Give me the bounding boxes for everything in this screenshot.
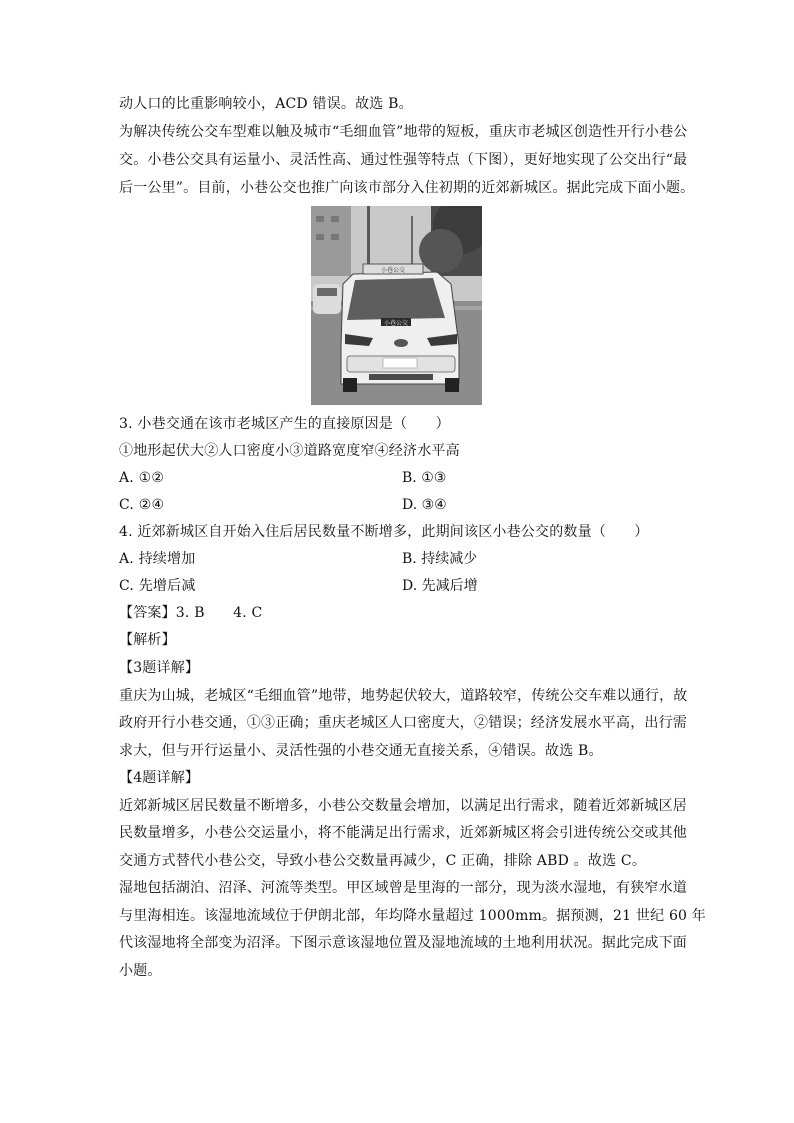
bus-livery-text: 小巷公交 (383, 320, 409, 327)
text-line: 动人口的比重影响较小，ACD 错误。故选 B。 (119, 96, 413, 112)
option-d: D. ③④ (402, 497, 447, 513)
q3-detail-heading: 【3题详解】 (119, 660, 200, 676)
option-a: A. ①② (119, 470, 165, 486)
text-line: 重庆为山城，老城区“毛细血管”地带，地势起伏较大，道路较窄，传统公交车难以通行，故 (119, 688, 688, 704)
question-3-statements: ①地形起伏大②人口密度小③道路宽度窄④经济水平高 (119, 443, 460, 459)
text-line: 后一公里”。目前，小巷公交也推广向该市部分入住初期的近郊新城区。据此完成下面小题。 (119, 180, 695, 196)
option-a: A. 持续增加 (119, 551, 196, 567)
question-4: 4. 近郊新城区自开始入住后居民数量不断增多，此期间该区小巷公交的数量（ ） (119, 524, 649, 540)
text-line: 与里海相连。该湿地流域位于伊朗北部，年均降水量超过 1000mm。据预测，21 世纪 60 年 (119, 908, 707, 924)
minibus-photo (311, 206, 482, 405)
text-line: 为解决传统公交车型难以触及城市“毛细血管”地带的短板，重庆市老城区创造性开行小巷公 (119, 124, 688, 140)
answer-line: 【答案】3. B 4. C (119, 605, 263, 621)
option-c: C. ②④ (119, 497, 165, 513)
option-d: D. 先减后增 (402, 578, 478, 594)
q4-detail-heading: 【4题详解】 (119, 770, 200, 786)
text-line: 民数量增多，小巷公交运量小，将不能满足出行需求，近郊新城区将会引进传统公交或其他 (119, 825, 687, 841)
text-line: 政府开行小巷交通，①③正确；重庆老城区人口密度大，②错误；经济发展水平高，出行需 (119, 715, 687, 731)
roof-sign-text: 小巷公交 (380, 267, 406, 274)
text-line: 小题。 (119, 963, 162, 979)
option-c: C. 先增后减 (119, 578, 196, 594)
text-line: 湿地包括湖泊、沼泽、河流等类型。甲区域曾是里海的一部分，现为淡水湿地，有狭窄水道 (119, 880, 687, 896)
text-line: 代该湿地将全部变为沼泽。下图示意该湿地位置及湿地流域的土地利用状况。据此完成下面 (119, 935, 687, 951)
analysis-heading: 【解析】 (119, 632, 176, 648)
option-b: B. 持续减少 (402, 551, 478, 567)
question-3: 3. 小巷交通在该市老城区产生的直接原因是（ ） (119, 416, 450, 432)
text-line: 近郊新城区居民数量不断增多，小巷公交数量会增加，以满足出行需求，随着近郊新城区居 (119, 798, 687, 814)
text-line: 交。小巷公交具有运量小、灵活性高、通过性强等特点（下图），更好地实现了公交出行“最 (119, 152, 688, 168)
text-line: 求大，但与开行运量小、灵活性强的小巷交通无直接关系，④错误。故选 B。 (119, 743, 603, 759)
text-line: 交通方式替代小巷公交，导致小巷公交数量再减少，C 正确，排除 ABD 。故选 C。 (119, 853, 647, 869)
option-b: B. ①③ (402, 470, 447, 486)
